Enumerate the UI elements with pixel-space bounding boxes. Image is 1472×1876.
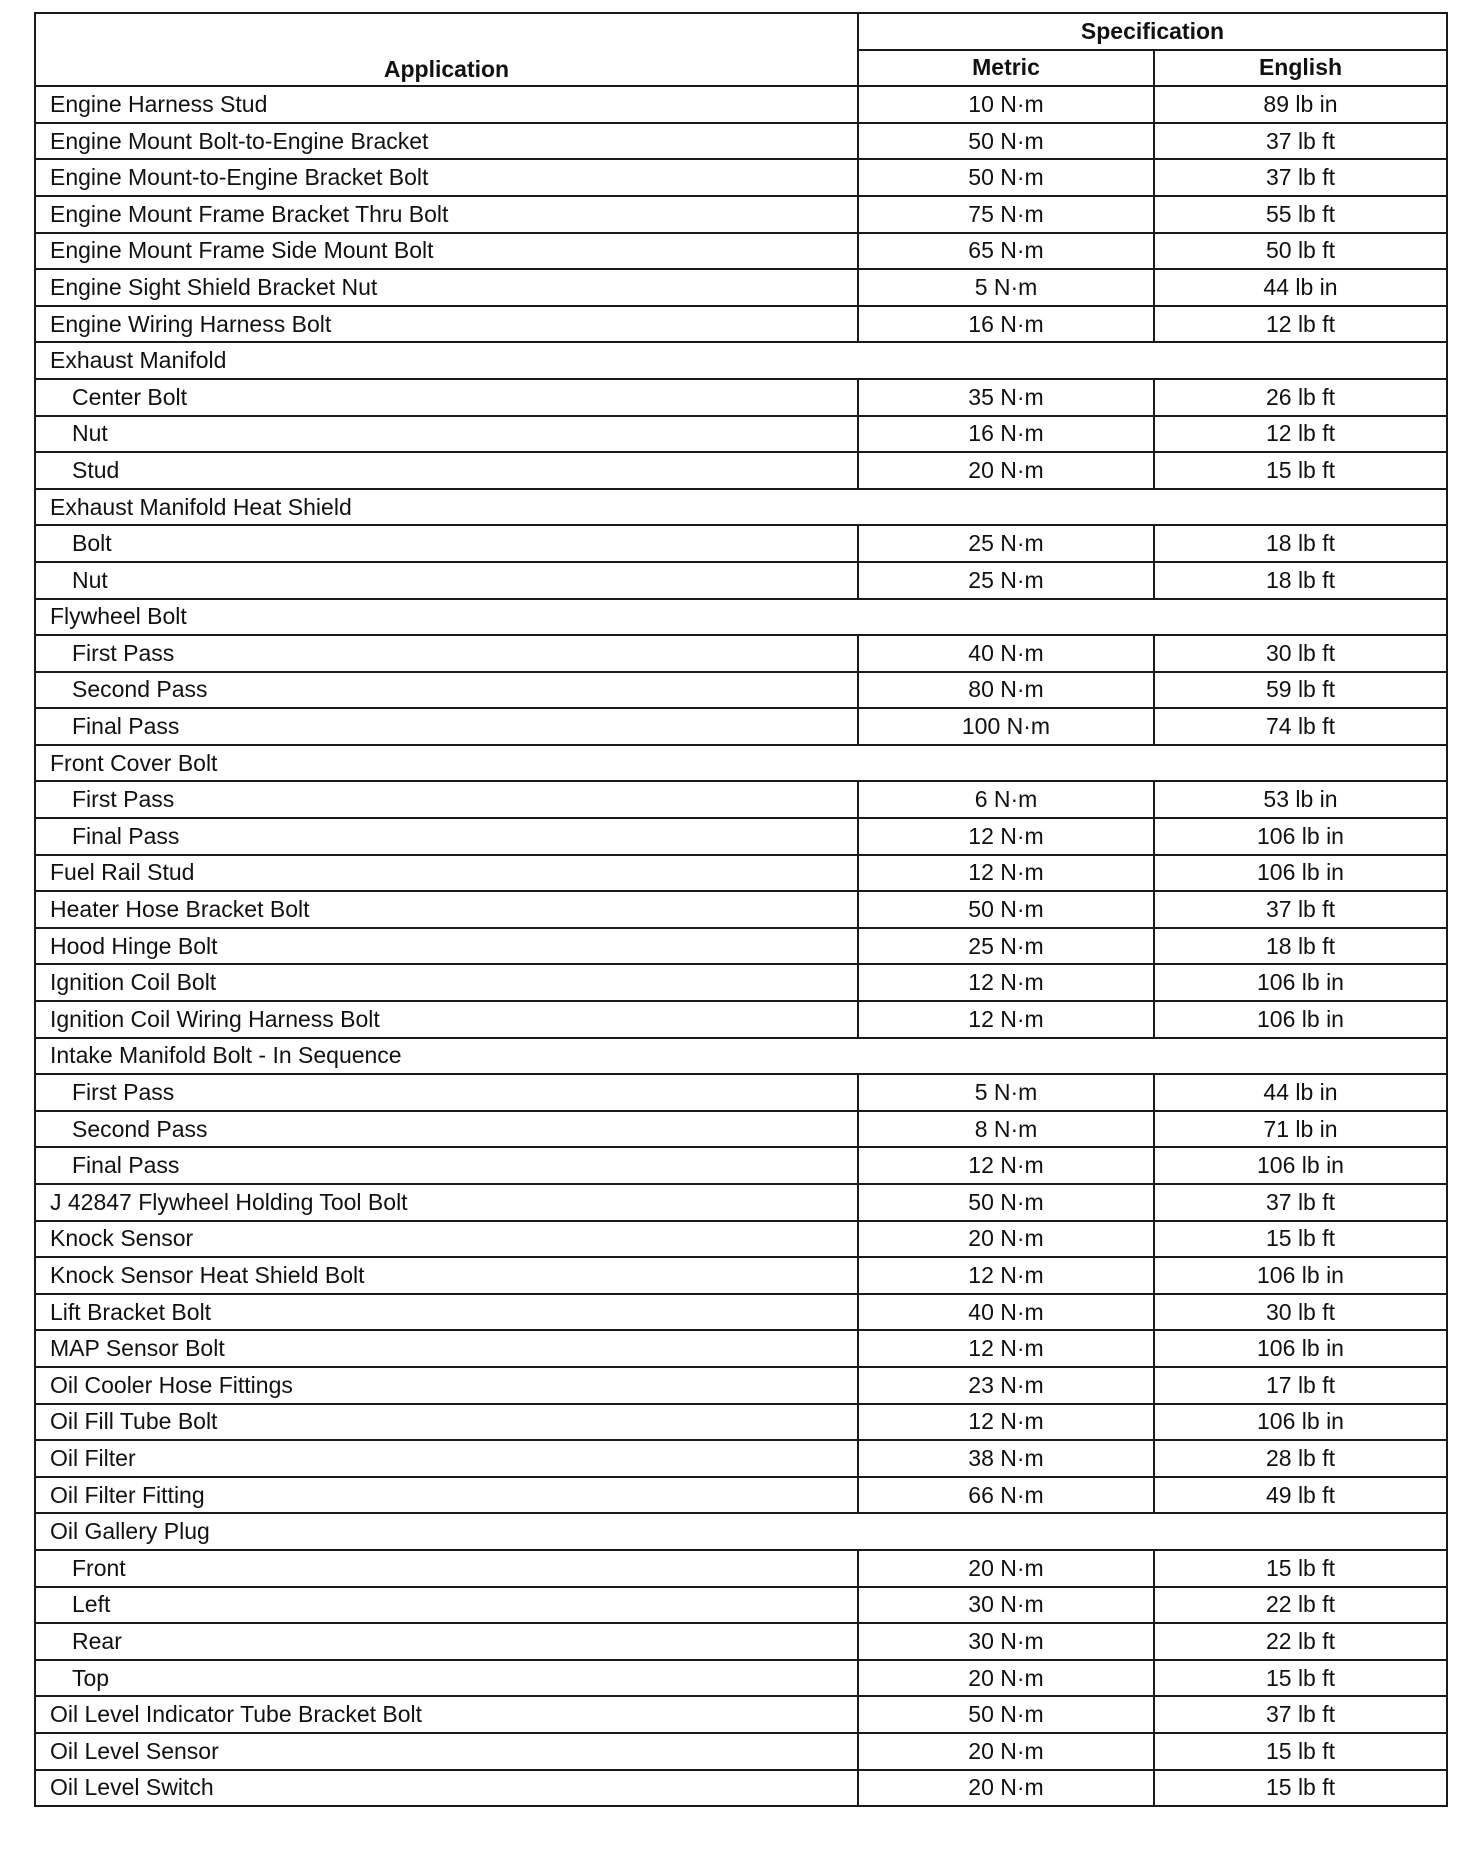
english-cell: 28 lb ft <box>1154 1440 1447 1477</box>
metric-cell: 10 N·m <box>858 86 1154 123</box>
english-cell: 12 lb ft <box>1154 416 1447 453</box>
application-cell: J 42847 Flywheel Holding Tool Bolt <box>35 1184 858 1221</box>
table-row <box>35 635 1447 672</box>
english-cell: 15 lb ft <box>1154 1770 1447 1807</box>
metric-cell: 8 N·m <box>858 1111 1154 1148</box>
table-row <box>35 379 1447 416</box>
english-cell: 50 lb ft <box>1154 233 1447 270</box>
metric-cell: 25 N·m <box>858 928 1154 965</box>
metric-cell: 38 N·m <box>858 1440 1154 1477</box>
english-cell: 18 lb ft <box>1154 562 1447 599</box>
group-label: Intake Manifold Bolt - In Sequence <box>35 1038 1447 1075</box>
table-group-row <box>35 342 1447 379</box>
table-row <box>35 1733 1447 1770</box>
metric-cell: 12 N·m <box>858 1147 1154 1184</box>
english-header: English <box>1154 50 1447 87</box>
metric-cell: 6 N·m <box>858 781 1154 818</box>
group-label: Flywheel Bolt <box>35 599 1447 636</box>
application-cell: Bolt <box>35 525 858 562</box>
application-cell: First Pass <box>35 1074 858 1111</box>
group-label: Front Cover Bolt <box>35 745 1447 782</box>
application-cell: Front <box>35 1550 858 1587</box>
application-cell: Oil Level Sensor <box>35 1733 858 1770</box>
group-label: Exhaust Manifold Heat Shield <box>35 489 1447 526</box>
table-row <box>35 306 1447 343</box>
english-cell: 106 lb in <box>1154 1147 1447 1184</box>
metric-cell: 12 N·m <box>858 964 1154 1001</box>
metric-cell: 5 N·m <box>858 269 1154 306</box>
metric-cell: 5 N·m <box>858 1074 1154 1111</box>
group-label: Exhaust Manifold <box>35 342 1447 379</box>
english-cell: 15 lb ft <box>1154 1550 1447 1587</box>
metric-cell: 80 N·m <box>858 672 1154 709</box>
application-cell: Final Pass <box>35 1147 858 1184</box>
english-cell: 106 lb in <box>1154 818 1447 855</box>
table-group-row <box>35 1038 1447 1075</box>
english-cell: 106 lb in <box>1154 1257 1447 1294</box>
metric-cell: 50 N·m <box>858 123 1154 160</box>
table-row <box>35 525 1447 562</box>
application-cell: First Pass <box>35 635 858 672</box>
table-row <box>35 1257 1447 1294</box>
application-cell: Engine Sight Shield Bracket Nut <box>35 269 858 306</box>
metric-cell: 12 N·m <box>858 1404 1154 1441</box>
english-cell: 44 lb in <box>1154 269 1447 306</box>
metric-cell: 35 N·m <box>858 379 1154 416</box>
application-cell: Left <box>35 1587 858 1624</box>
application-cell: First Pass <box>35 781 858 818</box>
english-cell: 37 lb ft <box>1154 1696 1447 1733</box>
metric-cell: 50 N·m <box>858 159 1154 196</box>
english-cell: 106 lb in <box>1154 964 1447 1001</box>
metric-cell: 16 N·m <box>858 306 1154 343</box>
application-cell: Hood Hinge Bolt <box>35 928 858 965</box>
table-group-row <box>35 745 1447 782</box>
application-cell: Lift Bracket Bolt <box>35 1294 858 1331</box>
table-header <box>35 13 1447 86</box>
metric-cell: 12 N·m <box>858 855 1154 892</box>
english-cell: 22 lb ft <box>1154 1623 1447 1660</box>
table-row <box>35 1550 1447 1587</box>
table-row <box>35 1184 1447 1221</box>
application-cell: Top <box>35 1660 858 1697</box>
table-row <box>35 928 1447 965</box>
metric-cell: 12 N·m <box>858 818 1154 855</box>
table-row <box>35 1367 1447 1404</box>
english-cell: 71 lb in <box>1154 1111 1447 1148</box>
application-cell: Oil Level Switch <box>35 1770 858 1807</box>
table-row <box>35 1404 1447 1441</box>
english-cell: 106 lb in <box>1154 1001 1447 1038</box>
application-cell: Engine Mount-to-Engine Bracket Bolt <box>35 159 858 196</box>
table-row <box>35 891 1447 928</box>
english-cell: 15 lb ft <box>1154 452 1447 489</box>
english-cell: 15 lb ft <box>1154 1660 1447 1697</box>
application-cell: Engine Mount Frame Side Mount Bolt <box>35 233 858 270</box>
application-cell: Oil Filter <box>35 1440 858 1477</box>
application-cell: MAP Sensor Bolt <box>35 1330 858 1367</box>
application-header: Application <box>35 13 858 86</box>
table-body <box>35 86 1447 1806</box>
english-cell: 30 lb ft <box>1154 635 1447 672</box>
metric-cell: 30 N·m <box>858 1623 1154 1660</box>
table-row <box>35 1074 1447 1111</box>
application-cell: Heater Hose Bracket Bolt <box>35 891 858 928</box>
english-cell: 15 lb ft <box>1154 1221 1447 1258</box>
metric-cell: 12 N·m <box>858 1257 1154 1294</box>
table-row <box>35 86 1447 123</box>
english-cell: 18 lb ft <box>1154 525 1447 562</box>
application-cell: Second Pass <box>35 672 858 709</box>
metric-cell: 100 N·m <box>858 708 1154 745</box>
english-cell: 15 lb ft <box>1154 1733 1447 1770</box>
metric-cell: 20 N·m <box>858 452 1154 489</box>
application-cell: Final Pass <box>35 818 858 855</box>
table-row <box>35 159 1447 196</box>
application-cell: Stud <box>35 452 858 489</box>
application-cell: Center Bolt <box>35 379 858 416</box>
english-cell: 106 lb in <box>1154 855 1447 892</box>
table-row <box>35 416 1447 453</box>
table-row <box>35 123 1447 160</box>
application-cell: Nut <box>35 562 858 599</box>
application-cell: Second Pass <box>35 1111 858 1148</box>
table-row <box>35 1147 1447 1184</box>
metric-cell: 50 N·m <box>858 1184 1154 1221</box>
table-group-row <box>35 1513 1447 1550</box>
table-row <box>35 1221 1447 1258</box>
table-row <box>35 1330 1447 1367</box>
torque-spec-sheet <box>34 12 1446 1807</box>
table-group-row <box>35 489 1447 526</box>
table-group-row <box>35 599 1447 636</box>
application-cell: Knock Sensor Heat Shield Bolt <box>35 1257 858 1294</box>
metric-cell: 66 N·m <box>858 1477 1154 1514</box>
table-row <box>35 1440 1447 1477</box>
application-cell: Engine Harness Stud <box>35 86 858 123</box>
english-cell: 37 lb ft <box>1154 123 1447 160</box>
table-row <box>35 269 1447 306</box>
metric-cell: 20 N·m <box>858 1221 1154 1258</box>
application-cell: Fuel Rail Stud <box>35 855 858 892</box>
application-cell: Engine Mount Bolt-to-Engine Bracket <box>35 123 858 160</box>
table-row <box>35 562 1447 599</box>
metric-cell: 40 N·m <box>858 1294 1154 1331</box>
english-cell: 26 lb ft <box>1154 379 1447 416</box>
english-cell: 37 lb ft <box>1154 1184 1447 1221</box>
english-cell: 22 lb ft <box>1154 1587 1447 1624</box>
metric-cell: 25 N·m <box>858 562 1154 599</box>
table-row <box>35 1696 1447 1733</box>
english-cell: 89 lb in <box>1154 86 1447 123</box>
application-cell: Oil Level Indicator Tube Bracket Bolt <box>35 1696 858 1733</box>
metric-cell: 12 N·m <box>858 1330 1154 1367</box>
english-cell: 17 lb ft <box>1154 1367 1447 1404</box>
english-cell: 106 lb in <box>1154 1330 1447 1367</box>
application-cell: Oil Filter Fitting <box>35 1477 858 1514</box>
metric-cell: 30 N·m <box>858 1587 1154 1624</box>
application-cell: Oil Fill Tube Bolt <box>35 1404 858 1441</box>
metric-header: Metric <box>858 50 1154 87</box>
metric-cell: 20 N·m <box>858 1550 1154 1587</box>
table-row <box>35 855 1447 892</box>
application-cell: Ignition Coil Wiring Harness Bolt <box>35 1001 858 1038</box>
application-cell: Rear <box>35 1623 858 1660</box>
metric-cell: 65 N·m <box>858 233 1154 270</box>
table-row <box>35 672 1447 709</box>
english-cell: 59 lb ft <box>1154 672 1447 709</box>
english-cell: 106 lb in <box>1154 1404 1447 1441</box>
english-cell: 37 lb ft <box>1154 159 1447 196</box>
table-row <box>35 1294 1447 1331</box>
table-row <box>35 708 1447 745</box>
table-row <box>35 1477 1447 1514</box>
specification-header: Specification <box>858 13 1447 50</box>
table-row <box>35 233 1447 270</box>
english-cell: 12 lb ft <box>1154 306 1447 343</box>
english-cell: 74 lb ft <box>1154 708 1447 745</box>
application-cell: Engine Mount Frame Bracket Thru Bolt <box>35 196 858 233</box>
metric-cell: 25 N·m <box>858 525 1154 562</box>
table-row <box>35 196 1447 233</box>
table-row <box>35 1770 1447 1807</box>
english-cell: 44 lb in <box>1154 1074 1447 1111</box>
table-row <box>35 1587 1447 1624</box>
english-cell: 18 lb ft <box>1154 928 1447 965</box>
metric-cell: 50 N·m <box>858 1696 1154 1733</box>
table-row <box>35 452 1447 489</box>
english-cell: 55 lb ft <box>1154 196 1447 233</box>
table-row <box>35 964 1447 1001</box>
table-row <box>35 818 1447 855</box>
metric-cell: 50 N·m <box>858 891 1154 928</box>
table-row <box>35 781 1447 818</box>
table-row <box>35 1001 1447 1038</box>
metric-cell: 75 N·m <box>858 196 1154 233</box>
metric-cell: 23 N·m <box>858 1367 1154 1404</box>
english-cell: 37 lb ft <box>1154 891 1447 928</box>
application-cell: Nut <box>35 416 858 453</box>
group-label: Oil Gallery Plug <box>35 1513 1447 1550</box>
english-cell: 49 lb ft <box>1154 1477 1447 1514</box>
application-cell: Oil Cooler Hose Fittings <box>35 1367 858 1404</box>
application-cell: Final Pass <box>35 708 858 745</box>
metric-cell: 20 N·m <box>858 1660 1154 1697</box>
english-cell: 30 lb ft <box>1154 1294 1447 1331</box>
english-cell: 53 lb in <box>1154 781 1447 818</box>
metric-cell: 20 N·m <box>858 1733 1154 1770</box>
table-row <box>35 1623 1447 1660</box>
metric-cell: 20 N·m <box>858 1770 1154 1807</box>
table-row <box>35 1111 1447 1148</box>
metric-cell: 12 N·m <box>858 1001 1154 1038</box>
application-cell: Ignition Coil Bolt <box>35 964 858 1001</box>
application-cell: Engine Wiring Harness Bolt <box>35 306 858 343</box>
table-row <box>35 1660 1447 1697</box>
application-cell: Knock Sensor <box>35 1221 858 1258</box>
specification-table <box>34 12 1448 1807</box>
metric-cell: 16 N·m <box>858 416 1154 453</box>
metric-cell: 40 N·m <box>858 635 1154 672</box>
